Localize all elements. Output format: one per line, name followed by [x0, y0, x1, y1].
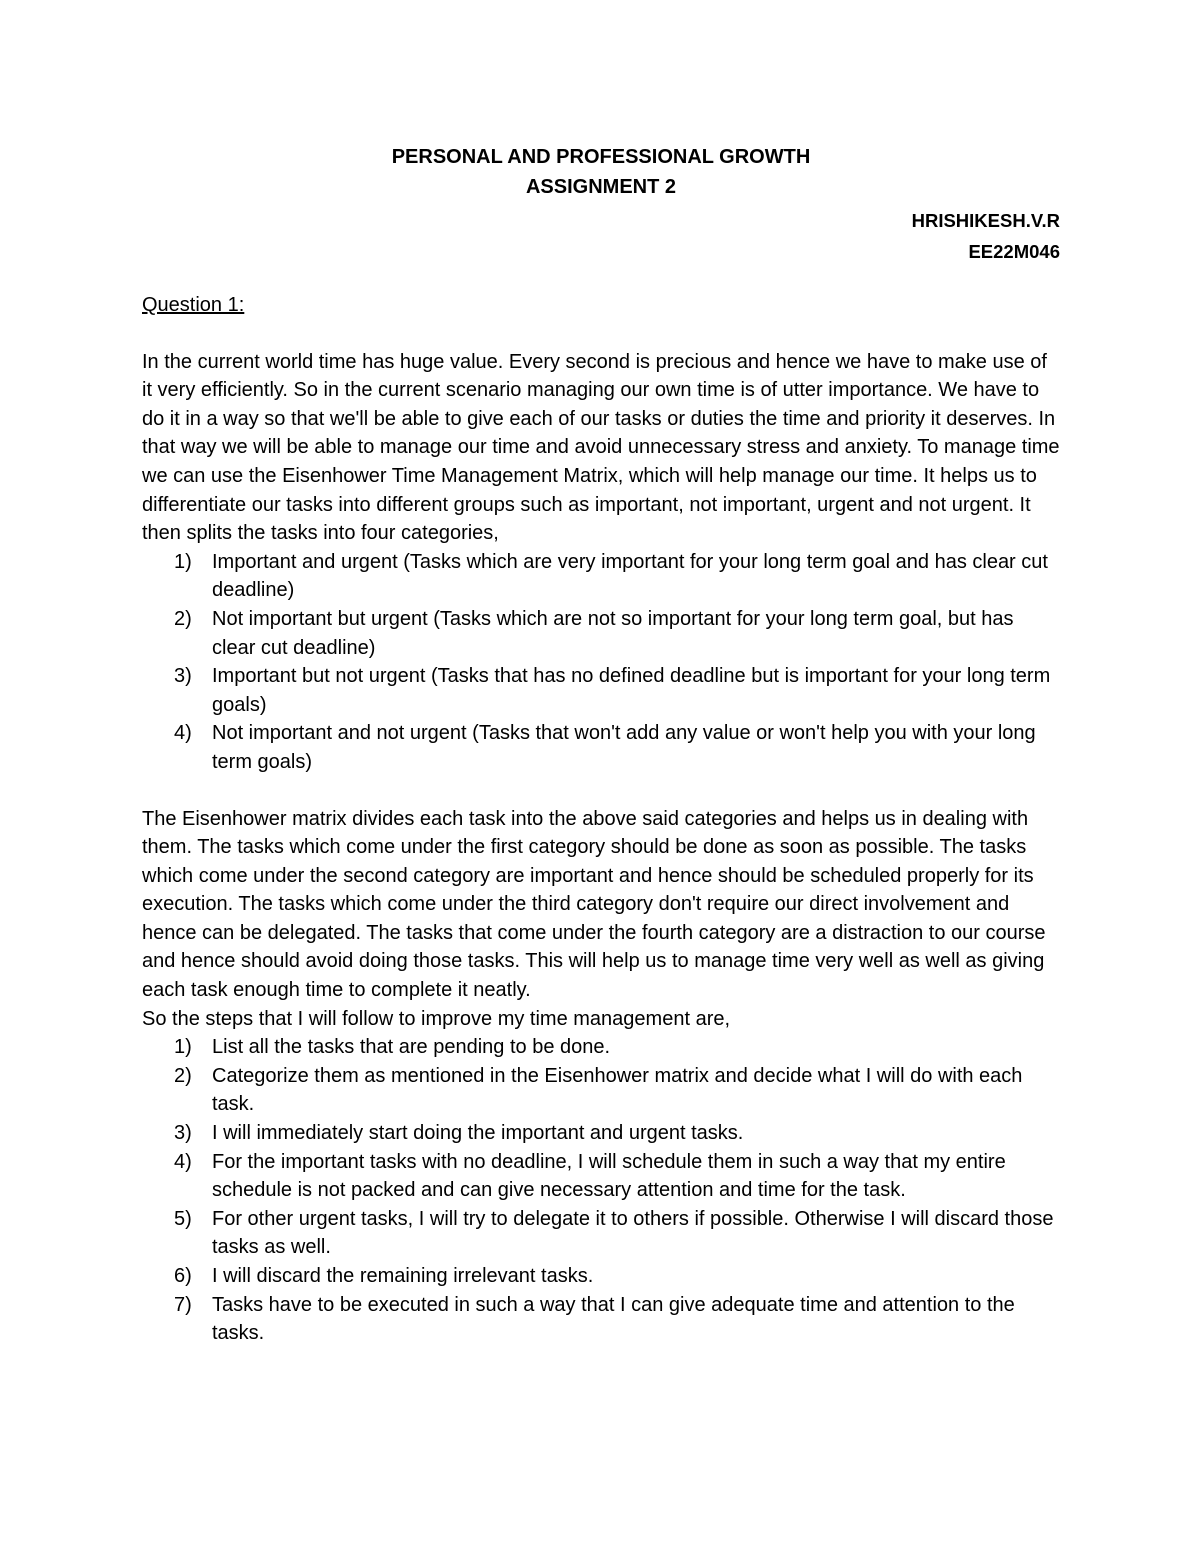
list-item [142, 548, 1060, 605]
list-item-number: 3) [174, 665, 192, 688]
list-item-text: I will discard the remaining irrelevant tasks. [212, 1265, 594, 1287]
list-item-number: 4) [174, 1150, 192, 1173]
list-item [142, 1062, 1060, 1119]
document-title-line2: ASSIGNMENT 2 [525, 176, 677, 198]
list-item [142, 1033, 1060, 1062]
list-item-text: Tasks have to be executed in such a way that I can give adequate time and attention to the tasks. [212, 1293, 1015, 1345]
author-id: EE22M046 [968, 241, 1060, 262]
list-item-text: Categorize them as mentioned in the Eisenhower matrix and decide what I will do with each task. [212, 1064, 1023, 1116]
intro-paragraph: In the current world time has huge value. Every second is precious and hence we have to make use of it very efficiently. So in the current scenario managing our own time is of utter importance. We have to do it in a way so that we'll be able to give each of our tasks or duties the time and priority it deserves. In that way we will be able to manage our time and avoid unnecessary stress and anxiety. To manage time we can use the Eisenhower Time Management Matrix, which will help manage our time. It helps us to differentiate our tasks into different groups such as important, not important, urgent and not urgent. It then splits the tasks into four categories, [142, 350, 1060, 545]
list-item [142, 1119, 1060, 1148]
matrix-paragraph: The Eisenhower matrix divides each task into the above said categories and helps us in dealing with them. The tasks which come under the first category should be done as soon as possible. The tasks which come under the second category are important and hence should be scheduled properly for its execution. The tasks which come under the third category don't require our direct involvement and hence can be delegated. The tasks that come under the fourth category are a distraction to our course and hence should avoid doing those tasks. This will help us to manage time very well as well as giving each task enough time to complete it neatly. [142, 807, 1046, 1002]
list-item [142, 662, 1060, 719]
list-item [142, 1205, 1060, 1262]
list-item-number: 1) [174, 1036, 192, 1059]
list-item-number: 2) [174, 607, 192, 630]
list-item-number: 2) [174, 1064, 192, 1087]
list-item [142, 1262, 1060, 1291]
document-title-line1: PERSONAL AND PROFESSIONAL GROWTH [391, 146, 811, 168]
list-item-number: 4) [174, 722, 192, 745]
list-item [142, 605, 1060, 662]
author-name: HRISHIKESH.V.R [911, 210, 1060, 231]
list-item-text: I will immediately start doing the important and urgent tasks. [212, 1122, 744, 1145]
list-item-number: 7) [174, 1293, 192, 1316]
document-content [142, 142, 1060, 1348]
list-item-number: 1) [174, 550, 192, 573]
list-item-number: 5) [174, 1207, 192, 1230]
list-item-text: Important but not urgent (Tasks that has no defined deadline but is important for your long term goals) [212, 665, 1051, 716]
steps-list [142, 1033, 1060, 1348]
list-item [142, 719, 1060, 776]
steps-intro: So the steps that I will follow to improve my time management are, [142, 1007, 731, 1030]
list-item-text: For the important tasks with no deadline, I will schedule them in such a way that my entire schedule is not packed and can give necessary attention and time for the task. [212, 1150, 1006, 1202]
list-item-number: 6) [174, 1265, 192, 1287]
list-item-text: Not important but urgent (Tasks which are not so important for your long term goal, but has clear cut deadline) [212, 607, 1014, 659]
author-block [142, 205, 1060, 267]
list-item [142, 1148, 1060, 1205]
list-item-text: Important and urgent (Tasks which are very important for your long term goal and has clear cut deadline) [212, 550, 1048, 602]
list-item [142, 1291, 1060, 1348]
list-item-text: For other urgent tasks, I will try to delegate it to others if possible. Otherwise I will discard those tasks as well. [212, 1207, 1054, 1259]
category-list [142, 548, 1060, 777]
question-heading: Question 1: [142, 294, 245, 316]
list-item-text: List all the tasks that are pending to be done. [212, 1036, 611, 1059]
list-item-number: 3) [174, 1122, 192, 1145]
list-item-text: Not important and not urgent (Tasks that won't add any value or won't help you with your long term goals) [212, 722, 1036, 773]
